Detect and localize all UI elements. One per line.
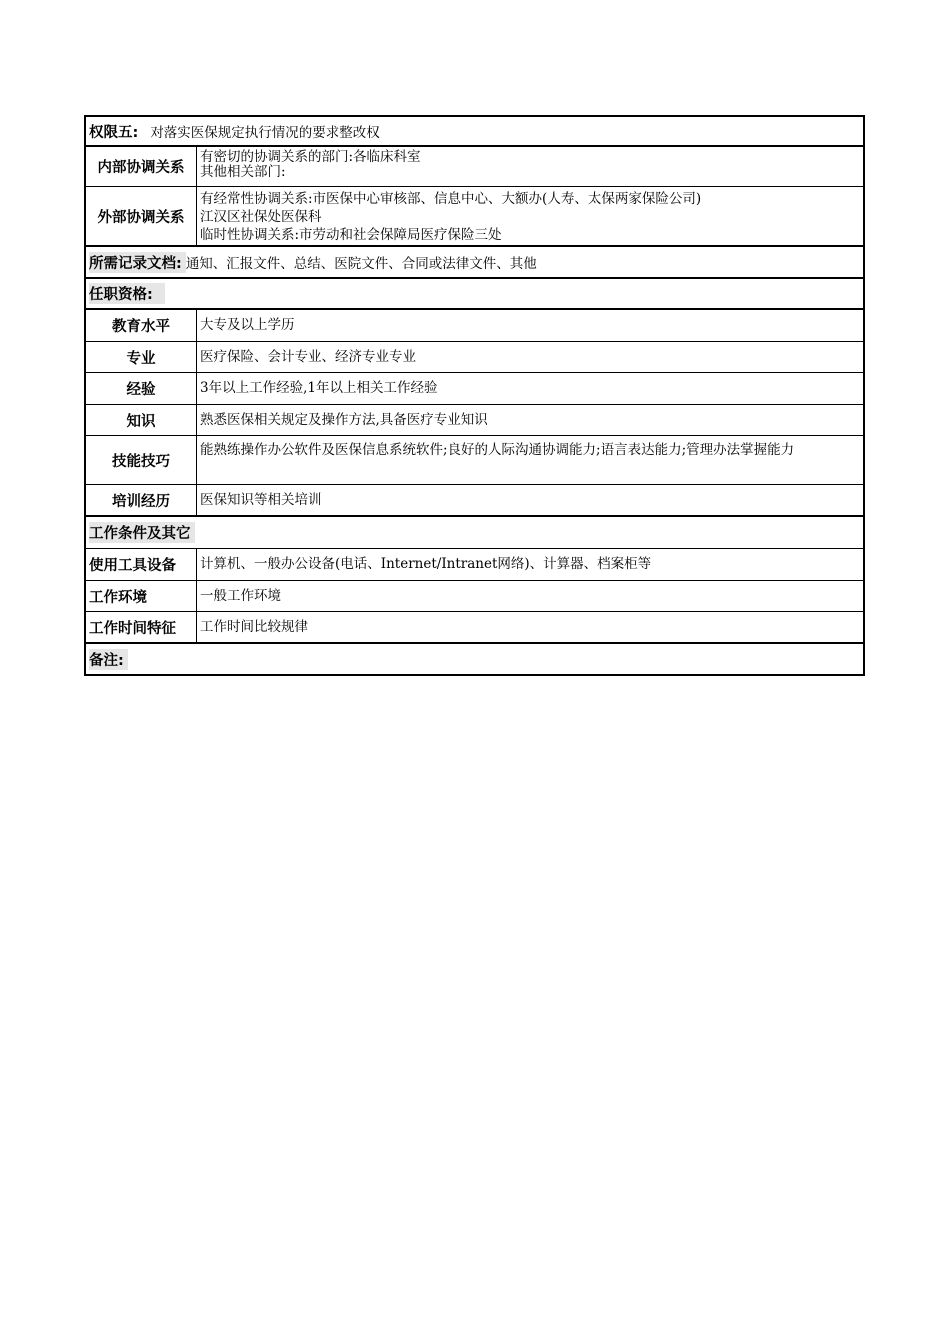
authority-five-text: 对落实医保规定执行情况的要求整改权 — [150, 125, 380, 141]
conditions-header-row — [84, 517, 865, 549]
experience-row — [84, 373, 865, 405]
external-coordination-row — [84, 187, 865, 247]
records-text: 通知、汇报文件、总结、医院文件、合同或法律文件、其他 — [185, 256, 537, 272]
remarks-row — [84, 644, 865, 676]
qualifications-header: 任职资格: — [89, 283, 165, 304]
internal-coordination-label: 内部协调关系 — [86, 147, 197, 186]
training-row — [84, 485, 865, 517]
external-coordination-value — [197, 187, 863, 245]
authority-five-cell — [89, 117, 380, 145]
environment-value: 一般工作环境 — [200, 587, 281, 604]
authority-five-row — [84, 115, 865, 147]
conditions-header-cell — [89, 517, 195, 548]
internal-coordination-line-1: 有密切的协调关系的部门:各临床科室 — [200, 149, 421, 165]
external-coordination-line-2: 江汉区社保处医保科 — [200, 209, 322, 225]
conditions-header: 工作条件及其它 — [89, 522, 195, 543]
external-coordination-line-3: 临时性协调关系:市劳动和社会保障局医疗保险三处 — [200, 227, 502, 243]
skills-value: 能熟练操作办公软件及医保信息系统软件;良好的人际沟通协调能力;语言表达能力;管理办法掌握能力 — [200, 442, 795, 458]
qualifications-header-cell — [89, 279, 165, 308]
training-label: 培训经历 — [86, 485, 197, 515]
tools-label: 使用工具设备 — [86, 549, 197, 580]
remarks-label: 备注: — [89, 649, 128, 670]
remarks-cell — [89, 644, 128, 674]
job-description-table — [84, 115, 865, 676]
environment-row — [84, 581, 865, 612]
records-cell — [89, 247, 537, 277]
knowledge-row — [84, 405, 865, 436]
environment-label: 工作环境 — [86, 581, 197, 611]
authority-five-label: 权限五: — [89, 124, 139, 141]
external-coordination-line-1: 有经常性协调关系:市医保中心审核部、信息中心、大额办(人寿、太保两家保险公司) — [200, 191, 702, 207]
external-coordination-label: 外部协调关系 — [86, 187, 197, 245]
skills-label: 技能技巧 — [86, 436, 197, 484]
records-row — [84, 247, 865, 279]
internal-coordination-line-2: 其他相关部门: — [200, 164, 286, 180]
education-label: 教育水平 — [86, 310, 197, 341]
skills-row — [84, 436, 865, 485]
tools-value: 计算机、一般办公设备(电话、Internet/Intranet网络)、计算器、档案柜等 — [200, 556, 652, 572]
experience-label: 经验 — [86, 373, 197, 404]
internal-coordination-row — [84, 147, 865, 187]
education-row — [84, 310, 865, 342]
schedule-value: 工作时间比较规律 — [200, 618, 308, 635]
schedule-row — [84, 612, 865, 644]
records-label: 所需记录文档: — [89, 252, 186, 273]
major-value: 医疗保险、会计专业、经济专业专业 — [200, 348, 416, 365]
major-row — [84, 342, 865, 373]
qualifications-header-row — [84, 279, 865, 310]
schedule-label: 工作时间特征 — [86, 612, 197, 642]
education-value: 大专及以上学历 — [200, 317, 295, 333]
internal-coordination-value — [197, 147, 863, 186]
knowledge-label: 知识 — [86, 405, 197, 435]
tools-row — [84, 549, 865, 581]
experience-value: 3年以上工作经验,1年以上相关工作经验 — [200, 380, 438, 396]
knowledge-value: 熟悉医保相关规定及操作方法,具备医疗专业知识 — [200, 411, 488, 428]
major-label: 专业 — [86, 342, 197, 372]
training-value: 医保知识等相关培训 — [200, 491, 322, 508]
